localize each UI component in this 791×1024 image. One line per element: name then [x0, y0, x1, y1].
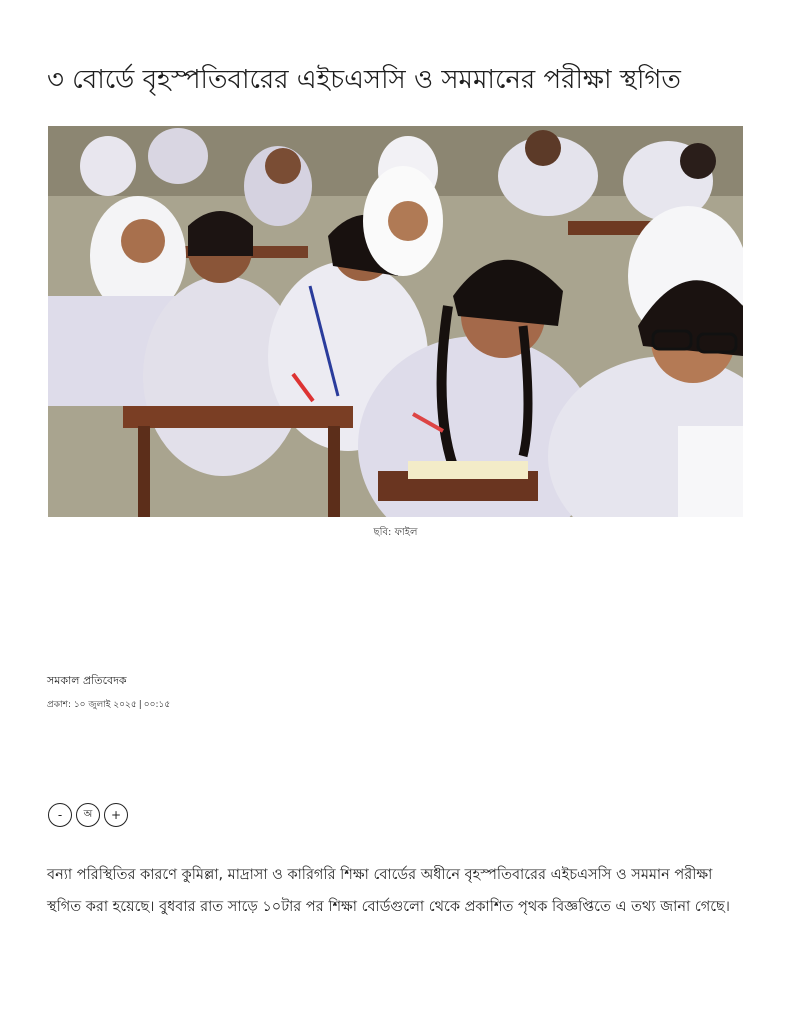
author-name[interactable]: সমকাল প্রতিবেদক	[47, 674, 127, 687]
date-separator: |	[138, 700, 142, 710]
font-size-controls	[48, 803, 128, 827]
font-increase-button[interactable]: +	[104, 803, 128, 827]
article-photo	[48, 126, 743, 517]
exam-hall-photo	[48, 126, 743, 517]
font-decrease-button[interactable]: -	[48, 803, 72, 827]
publish-date: প্রকাশ: ১০ জুলাই ২০২৫	[47, 700, 137, 710]
photo-caption: ছবি: ফাইল	[373, 527, 418, 538]
article-headline: ৩ বোর্ডে বৃহস্পতিবারের এইচএসসি ও সমমানের পরীক্ষা স্থগিত	[47, 65, 681, 95]
article-body: বন্যা পরিস্থিতির কারণে কুমিল্লা, মাদ্রাসা ও কারিগরি শিক্ষা বোর্ডের অধীনে বৃহস্পতিবারের এইচএসসি ও সমমান পরীক্ষা স্থগিত করা হয়েছে। বুধবার রাত সাড়ে ১০টার পর শিক্ষা বোর্ডগুলো থেকে প্রকাশিত পৃথক বিজ্ঞপ্তিতে এ তথ্য জানা গেছে।	[47, 867, 730, 915]
publish-info	[47, 697, 170, 712]
font-reset-button[interactable]: অ	[76, 803, 100, 827]
publish-time: ০০:১৫	[143, 700, 171, 710]
